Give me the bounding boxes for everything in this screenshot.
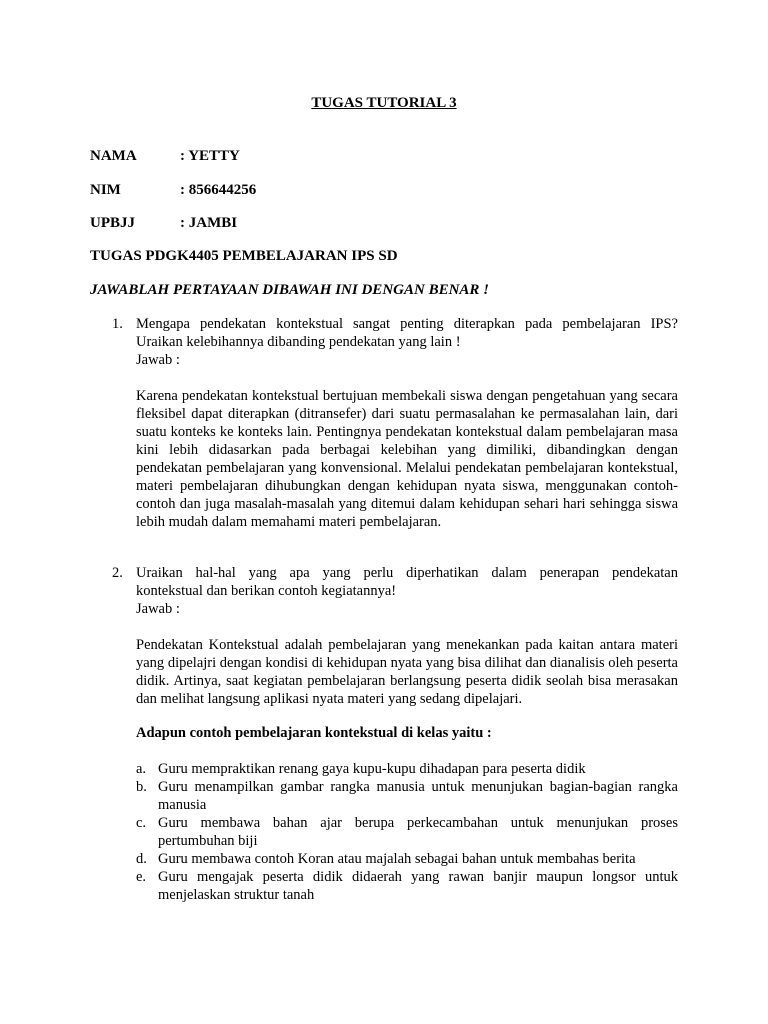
answer-text: Pendekatan Kontekstual adalah pembelajaran yang menekankan pada kaitan antara materi yang dipelajri dengan kondisi di kehidupan nyata yang bisa dilihat dan dianalisis oleh peserta didik. Artinya, saat kegiatan pembelajaran berlangsung peserta didik seolah bisa merasakan dan melihat langsung aplikasi nyata materi yang sedang dipelajari. [136,637,678,707]
list-item [136,760,678,778]
examples-list [136,760,678,904]
answer-text: Karena pendekatan kontekstual bertujuan membekali siswa dengan pengetahuan yang secara fleksibel dapat diterapkan (ditransefer) dari suatu permasalahan ke permasalahan lain, dari suatu konteks ke konteks lain. Pentingnya pendekatan kontekstual dalam pembelajaran masa kini lebih didasarkan pada berbagai kelebihan yang dimiliki, dibandingkan dengan pendekatan pembelajaran yang konvensional. Melalui pendekatan pembelajaran kontekstual, materi pembelajaran dihubungkan dengan kehidupan nyata siswa, menggunakan contoh-contoh dan juga masalah-masalah yang ditemui dalam kehidupan sehari hari sehingga siswa lebih mudah dalam memahami materi pembelajaran. [136,388,678,530]
answer-label: Jawab : [136,601,180,617]
list-item-letter: d. [136,851,147,867]
name-label: NAMA [90,148,137,164]
instruction-text: JAWABLAH PERTAYAAN DIBAWAH INI DENGAN BENAR ! [90,282,490,298]
upbjj-value: : JAMBI [180,215,238,231]
list-item-letter: c. [136,815,147,831]
document-title: TUGAS TUTORIAL 3 [311,95,457,111]
list-item [136,778,678,814]
task-heading: TUGAS PDGK4405 PEMBELAJARAN IPS SD [90,248,398,264]
question-text-line1: Mengapa pendekatan kontekstual sangat penting diterapkan pada pembelajaran IPS? [136,316,678,332]
question-text-line2: Uraikan kelebihannya dibanding pendekatan yang lain ! [136,334,461,350]
list-item [136,850,678,868]
nim-row [90,181,256,199]
list-item [136,868,678,904]
list-item-text: Guru menampilkan gambar rangka manusia untuk menunjukan bagian-bagian rangka manusia [158,779,678,813]
list-item-letter: a. [136,761,147,777]
nim-value: : 856644256 [180,182,257,198]
list-item-text: Guru membawa contoh Koran atau majalah sebagai bahan untuk membahas berita [158,851,636,867]
answer-label: Jawab : [136,352,180,368]
list-item-text: Guru mengajak peserta didik didaerah yang rawan banjir maupun longsor untuk menjelaskan struktur tanah [158,869,678,903]
question-1 [112,315,678,531]
question-text-line2: kontekstual dan berikan contoh kegiatannya! [136,583,397,599]
question-text-line1: Uraikan hal-hal yang apa yang perlu diperhatikan dalam penerapan pendekatan [136,565,678,581]
name-value: : YETTY [180,148,240,164]
list-item [136,814,678,850]
list-item-text: Guru membawa bahan ajar berupa perkecambahan untuk menunjukan proses pertumbuhan biji [158,815,678,849]
list-item-letter: e. [136,869,147,885]
question-number: 2. [112,565,123,581]
upbjj-label: UPBJJ [90,215,135,231]
list-item-letter: b. [136,779,147,795]
examples-heading: Adapun contoh pembelajaran kontekstual di kelas yaitu : [136,725,492,741]
name-row [90,147,240,165]
list-item-text: Guru mempraktikan renang gaya kupu-kupu dihadapan para peserta didik [158,761,586,777]
question-number: 1. [112,316,123,332]
nim-label: NIM [90,182,121,198]
upbjj-row [90,214,237,232]
question-2 [112,564,678,708]
